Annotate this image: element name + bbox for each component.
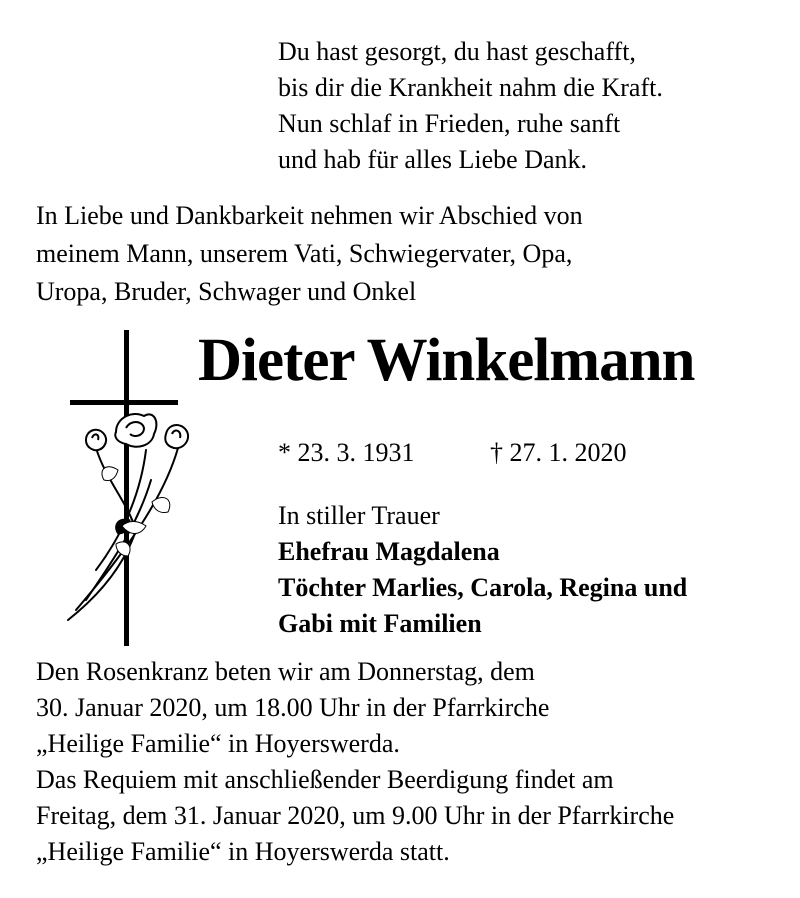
- poem-line: und hab für alles Liebe Dank.: [278, 145, 588, 174]
- deceased-name: Dieter Winkelmann: [198, 327, 695, 394]
- mourner-line: Gabi mit Familien: [278, 609, 482, 638]
- life-dates: [278, 436, 627, 470]
- service-line: „Heilige Familie“ in Hoyerswerda.: [36, 729, 400, 758]
- service-line: Freitag, dem 31. Januar 2020, um 9.00 Uhr in der Pfarrkirche: [36, 801, 675, 830]
- mourners-heading: In stiller Trauer: [278, 501, 440, 530]
- intro-line: In Liebe und Dankbarkeit nehmen wir Abschied von: [36, 201, 583, 230]
- service-line: 30. Januar 2020, um 18.00 Uhr in der Pfarrkirche: [36, 693, 550, 722]
- service-line: „Heilige Familie“ in Hoyerswerda statt.: [36, 837, 450, 866]
- birth-date: * 23. 3. 1931: [278, 438, 415, 467]
- poem-line: Du hast gesorgt, du hast geschafft,: [278, 37, 636, 66]
- service-line: Den Rosenkranz beten wir am Donnerstag, dem: [36, 657, 535, 686]
- service-line: Das Requiem mit anschließender Beerdigung findet am: [36, 765, 614, 794]
- memorial-poem: [278, 34, 663, 178]
- poem-line: bis dir die Krankheit nahm die Kraft.: [278, 73, 663, 102]
- poem-line: Nun schlaf in Frieden, ruhe sanft: [278, 109, 621, 138]
- intro-line: meinem Mann, unserem Vati, Schwiegervater, Opa,: [36, 239, 573, 268]
- mourner-line: Ehefrau Magdalena: [278, 537, 500, 566]
- intro-line: Uropa, Bruder, Schwager und Onkel: [36, 277, 417, 306]
- farewell-intro: [36, 197, 776, 311]
- mourner-line: Töchter Marlies, Carola, Regina und: [278, 573, 688, 602]
- death-date: † 27. 1. 2020: [490, 438, 627, 467]
- mourners-block: [278, 498, 687, 642]
- cross-with-roses-icon: [56, 330, 216, 650]
- service-details: [36, 654, 674, 870]
